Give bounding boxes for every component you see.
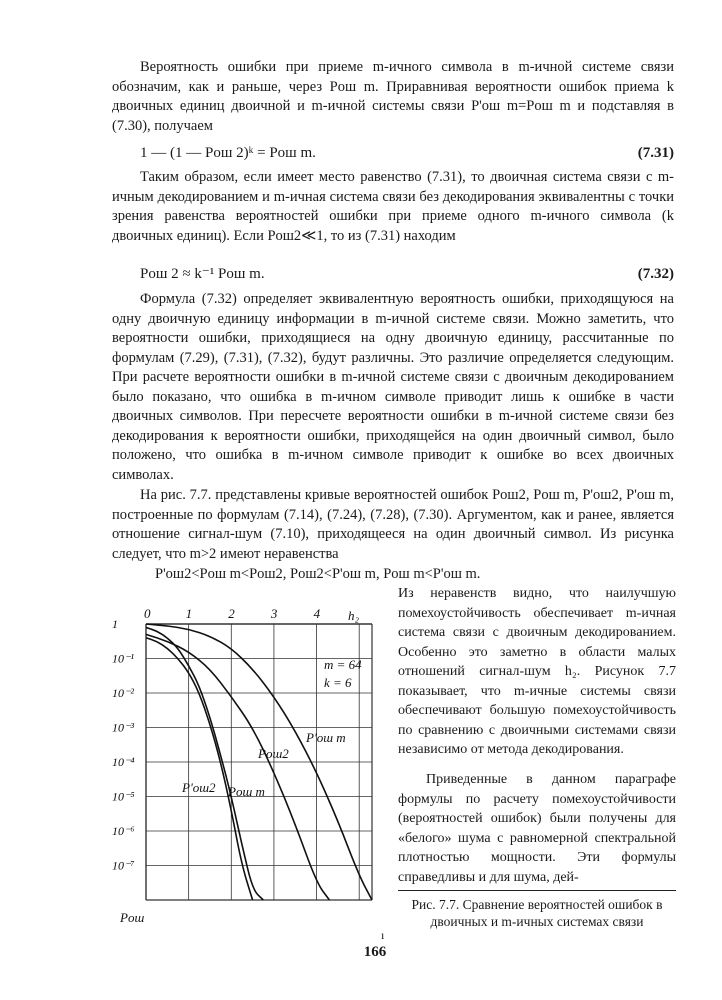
x-tick-label: 1 xyxy=(185,606,193,621)
right-column-text-1: Из неравенств видно, что наилучшую помехоустойчивость обеспечивает m-ичная система связи с двоичным декодированием. Особенно это заметно в области малых отношений сигнал-шум h₂. Рисунок 7.7 показывает, что m-ичные системы связи обеспечивают большую помехоустойчивость по сравнению с двоичными системами связи независимо от метода декодирования. xyxy=(398,586,676,757)
curve-label: Pош m xyxy=(228,784,265,799)
curve-label: Pош2 xyxy=(258,746,289,761)
y-tick-label: 10⁻⁶ xyxy=(112,824,135,838)
x-tick-label: 4 xyxy=(313,606,321,621)
y-tick-label: 1 xyxy=(112,617,118,631)
right-column-paragraph-1 xyxy=(398,584,676,760)
y-tick-label: 10⁻⁷ xyxy=(112,858,135,873)
formula-7-32-number: (7.32) xyxy=(637,266,674,282)
footnote-mark: ı xyxy=(381,928,385,942)
curve-pош2 xyxy=(146,638,253,900)
paragraph-equivalence: Таким образом, если имеет место равенство (7.31), то двоичная система связи с m-ичным декодированием и m-ичная система связи без декодирования эквивалентны с точки зрения равенства вероятностей ошибки при приеме одного m-ичного символа (k двоичных единиц). Если Pош2≪1, то из (7.31) находим xyxy=(112,169,674,244)
y-tick-label: 10⁻³ xyxy=(112,720,134,735)
x-tick-label: 3 xyxy=(270,606,278,621)
annotation-k: k = 6 xyxy=(324,675,352,690)
inequalities: P'ош2<Pош m<Pош2, Pош2<P'ош m, Pош m<P'ош m. xyxy=(155,566,481,582)
formula-7-31 xyxy=(140,143,674,163)
y-tick-label: 10⁻¹ xyxy=(112,651,134,666)
caption-divider xyxy=(398,890,676,891)
formula-7-31-number: (7.31) xyxy=(637,145,674,161)
x-tick-label: 0 xyxy=(144,606,151,621)
y-axis-label: Pош xyxy=(120,910,145,925)
paragraph-formula-explanation: Формула (7.32) определяет эквивалентную вероятность ошибки, приходящуюся на одну двоичную единицу информации в m-ичной системе связи. Можно заметить, что вероятности ошибки, приходящиеся на одну двоичную единицу, рассчитанные по формулам (7.29), (7.31), (7.32), будут различны. Это различие определяется следующим. При расчете вероятности ошибки в m-ичной системе связи с двоичным декодированием было показано, что ошибка в m-ичном символе приводит лишь к ошибке в части двоичных символов. При пересчете вероятности ошибки в m-ичной системе связи без декодирования к вероятности ошибки, приходящейся на один двоичный символ, было положено, что ошибка в m-ичном символе приводит к ошибке во всех двоичных символах. xyxy=(112,291,674,483)
page-number: 166 xyxy=(363,944,387,960)
x-axis-label: h₂ xyxy=(348,608,360,623)
formula-7-32-text: Pош 2 ≈ k⁻¹ Pош m. xyxy=(140,266,265,282)
curve-pош2 xyxy=(146,634,329,900)
formula-7-32 xyxy=(140,264,674,284)
paragraph-figure-intro: На рис. 7.7. представлены кривые вероятностей ошибок Pош2, Pош m, P'ош2, P'ош m, построенные по формулам (7.14), (7.24), (7.28), (7.30). Аргументом, как и ранее, является отношение сигнал-шум (7.10), приходящееся на один двоичный символ. Из рисунка следует, что m>2 имеют неравенства xyxy=(112,487,674,562)
paragraph-intro: Вероятность ошибки при приеме m-ичного символа в m-ичной системе связи обозначим, как и раньше, через Pош m. Приравнивая вероятности ошибок приема k двоичных единиц двоичной и m-ичной системы связи P'ош m=Pош m и подставляя в (7.30), получаем xyxy=(112,59,674,134)
curve-label: P'ош m xyxy=(306,730,346,745)
right-column-text-2: Приведенные в данном параграфе формулы по расчету помехоустойчивости (вероятностей ошибок) были получены для «белого» шума с равномерной спектральной плотностью мощности. Эти формулы справедливы и для шума, дей- xyxy=(398,772,676,885)
curve-label: P'ош2 xyxy=(182,780,216,795)
formula-7-31-text: 1 — (1 — Pош 2)ᵏ = Pош m. xyxy=(140,145,316,161)
right-column-paragraph-2 xyxy=(398,770,676,887)
y-tick-label: 10⁻⁴ xyxy=(112,755,135,769)
annotation-m: m = 64 xyxy=(324,657,362,672)
figure-caption: Рис. 7.7. Сравнение вероятностей ошибок в двоичных и m-ичных системах связи xyxy=(411,897,663,929)
y-tick-label: 10⁻⁵ xyxy=(112,789,135,804)
chart-labels xyxy=(112,606,346,873)
y-tick-label: 10⁻² xyxy=(112,686,134,700)
curve-pошm xyxy=(146,627,263,900)
error-probability-chart xyxy=(110,600,380,930)
x-tick-label: 2 xyxy=(228,606,235,621)
